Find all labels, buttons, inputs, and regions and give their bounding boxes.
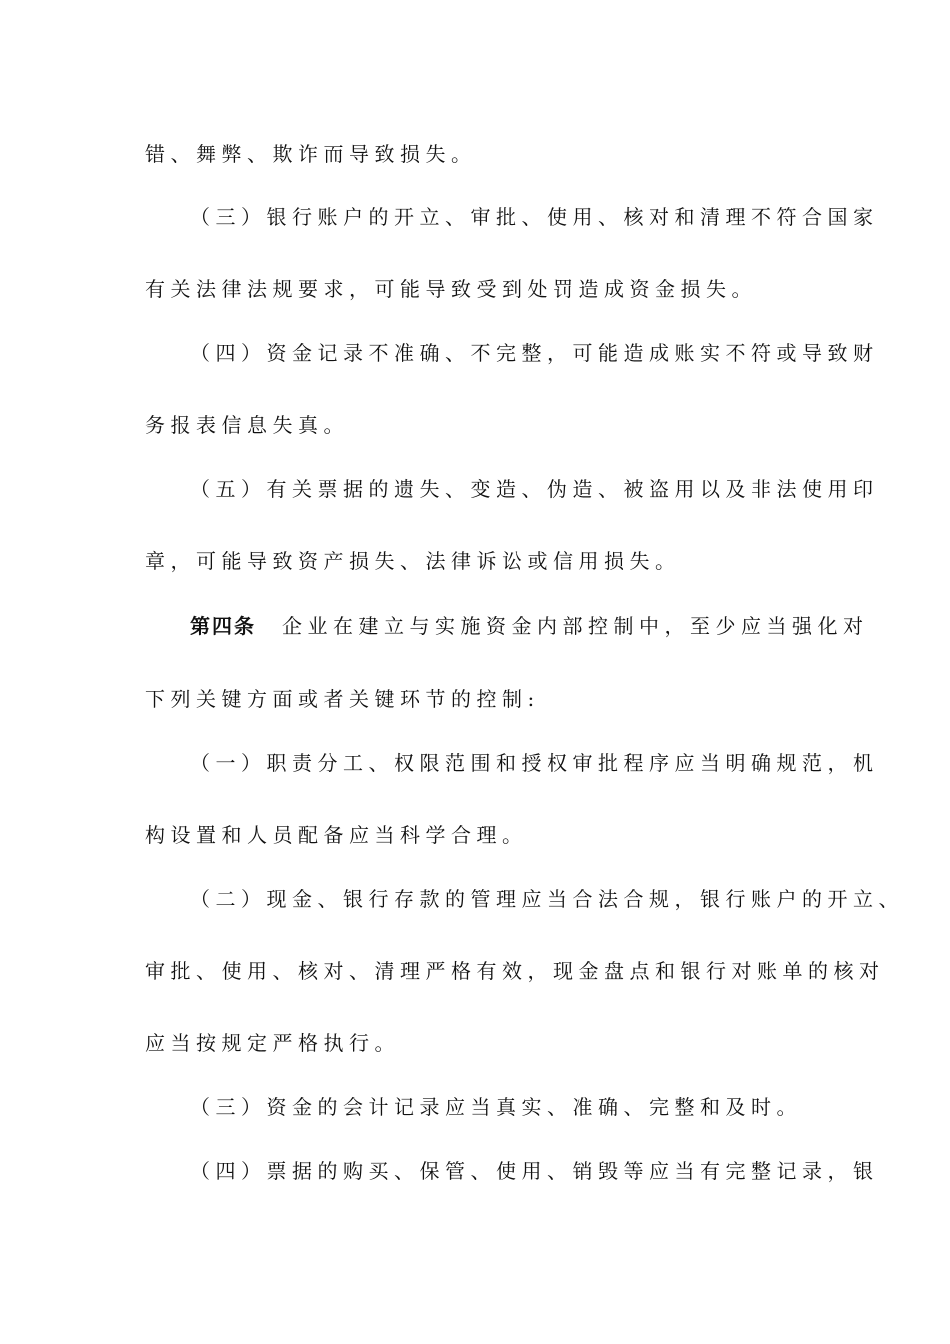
paragraph-line: 构设置和人员配备应当科学合理。 bbox=[145, 823, 528, 847]
paragraph-line: 错、舞弊、欺诈而导致损失。 bbox=[145, 142, 477, 166]
paragraph-line: 务报表信息失真。 bbox=[145, 413, 349, 437]
paragraph-line: （三）资金的会计记录应当真实、准确、完整和及时。 bbox=[190, 1095, 802, 1119]
paragraph-line: （四）票据的购买、保管、使用、销毁等应当有完整记录，银 bbox=[190, 1159, 879, 1183]
paragraph-line: 审批、使用、核对、清理严格有效，现金盘点和银行对账单的核对 bbox=[145, 959, 885, 983]
paragraph-line: （一）职责分工、权限范围和授权审批程序应当明确规范，机 bbox=[190, 751, 879, 775]
article-line bbox=[190, 613, 869, 639]
paragraph-line: 下列关键方面或者关键环节的控制: bbox=[145, 687, 540, 711]
paragraph-line: 应当按规定严格执行。 bbox=[145, 1031, 400, 1055]
article-heading: 第四条 bbox=[190, 614, 256, 638]
paragraph-line: （五）有关票据的遗失、变造、伪造、被盗用以及非法使用印 bbox=[190, 477, 879, 501]
paragraph-line: 有关法律法规要求，可能导致受到处罚造成资金损失。 bbox=[145, 277, 757, 301]
paragraph-line: （四）资金记录不准确、不完整，可能造成账实不符或导致财 bbox=[190, 341, 879, 365]
paragraph-line: （三）银行账户的开立、审批、使用、核对和清理不符合国家 bbox=[190, 205, 879, 229]
article-text: 企业在建立与实施资金内部控制中，至少应当强化对 bbox=[282, 614, 869, 638]
paragraph-line: 章，可能导致资产损失、法律诉讼或信用损失。 bbox=[145, 549, 681, 573]
paragraph-line: （二）现金、银行存款的管理应当合法合规，银行账户的开立、 bbox=[190, 887, 904, 911]
